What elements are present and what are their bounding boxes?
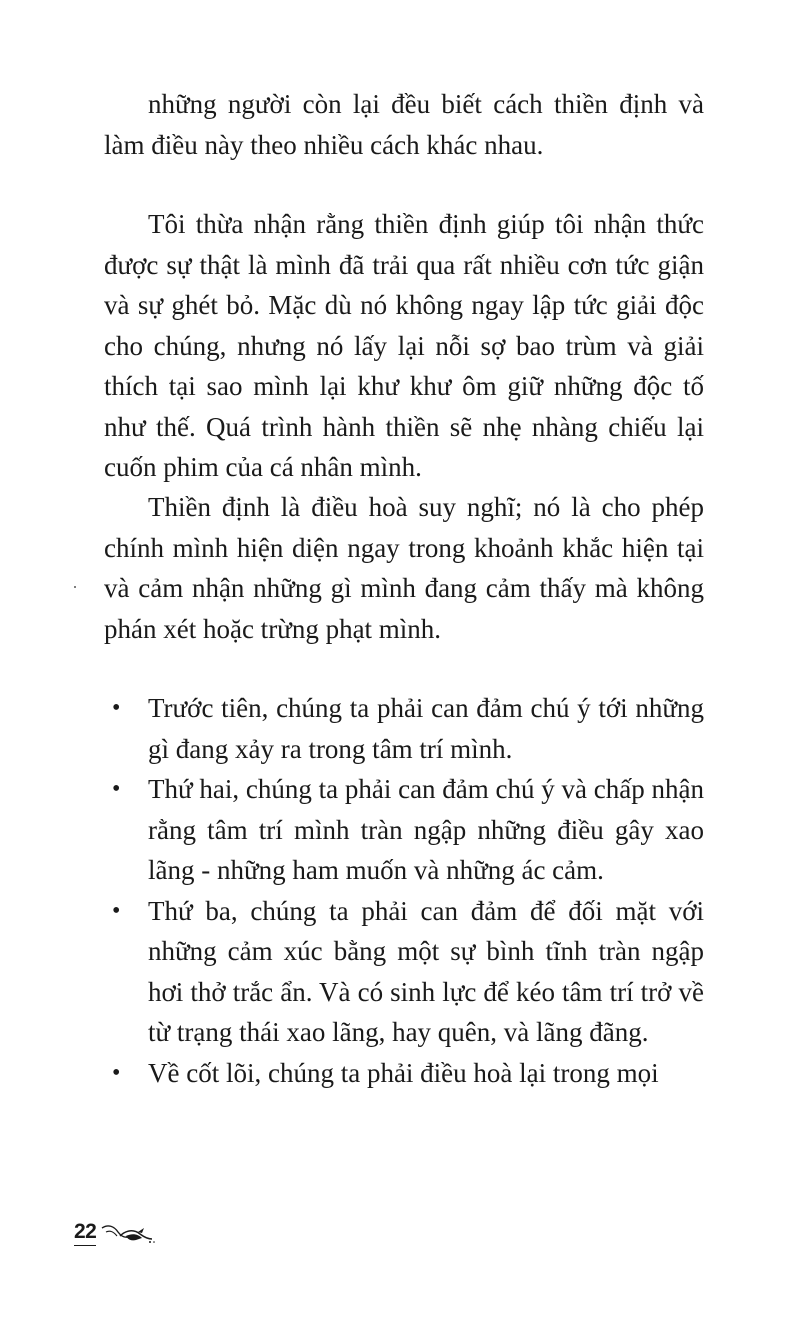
stray-ink-mark	[74, 586, 76, 588]
page-number: 22	[74, 1220, 96, 1246]
bullet-icon: •	[112, 1059, 121, 1086]
list-item-text: Thứ hai, chúng ta phải can đảm chú ý và chấp nhận rằng tâm trí mình tràn ngập những điều gây xao lãng - những ham muốn và những ác cảm.	[148, 774, 704, 885]
bullet-icon: •	[112, 776, 121, 802]
list-item-text: Về cốt lõi, chúng ta phải điều hoà lại trong mọi	[148, 1057, 659, 1088]
bullet-icon: •	[112, 695, 121, 721]
paragraph-meditation-awareness: Tôi thừa nhận rằng thiền định giúp tôi nhận thức được sự thật là mình đã trải qua rất nhiều cơn tức giận và sự ghét bỏ. Mặc dù nó không ngay lập tức giải độc cho chúng, nhưng nó lấy lại nỗi sợ bao trùm và giải thích tại sao mình lại khư khư ôm giữ những độc tố như thế. Quá trình hành thiền sẽ nhẹ nhàng chiếu lại cuốn phim của cá nhân mình.	[104, 209, 704, 482]
list-item-text: Trước tiên, chúng ta phải can đảm chú ý tới những gì đang xảy ra trong tâm trí mình.	[148, 693, 704, 764]
list-item	[104, 891, 704, 1053]
continuation-paragraph: những người còn lại đều biết cách thiền định và làm điều này theo nhiều cách khác nhau.	[104, 89, 704, 160]
page-footer	[74, 1212, 156, 1246]
list-item	[104, 688, 704, 769]
bullet-list	[104, 688, 704, 1093]
list-item	[104, 1053, 704, 1094]
bullet-icon: •	[112, 897, 121, 924]
list-item	[104, 769, 704, 891]
paragraph-meditation-definition: Thiền định là điều hoà suy nghĩ; nó là cho phép chính mình hiện diện ngay trong khoảnh khắc hiện tại và cảm nhận những gì mình đang cảm thấy mà không phán xét hoặc trừng phạt mình.	[104, 492, 704, 644]
bird-ornament-icon	[100, 1220, 156, 1246]
list-item-text: Thứ ba, chúng ta phải can đảm để đối mặt với những cảm xúc bằng một sự bình tĩnh tràn ngập hơi thở trắc ẩn. Và có sinh lực để kéo tâm trí trở về từ trạng thái xao lãng, hay quên, và lãng đãng.	[148, 895, 704, 1047]
